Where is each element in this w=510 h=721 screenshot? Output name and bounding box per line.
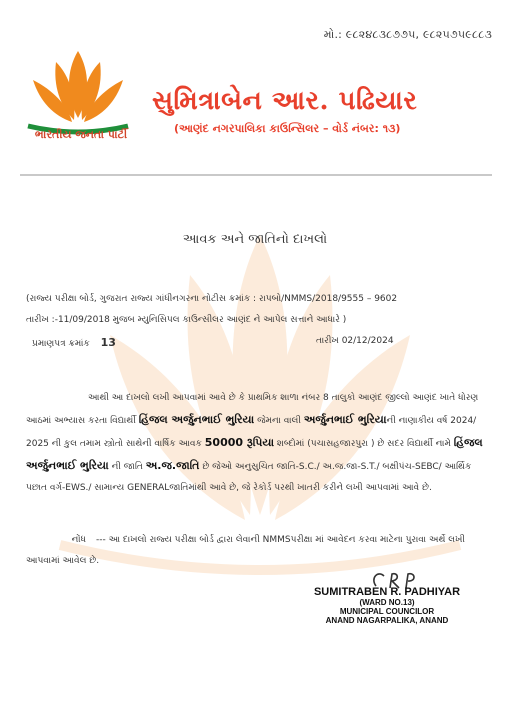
certificate-date bbox=[316, 336, 394, 346]
cert-number-value: 13 bbox=[100, 336, 116, 349]
student-name-repeat: હિંજલ અર્જુનભાઈ ભુરિયા bbox=[26, 436, 483, 472]
note-block bbox=[26, 530, 466, 572]
body-text-2: જેમના વાલી bbox=[254, 416, 304, 426]
councilor-subtitle: (આણંદ નગરપાલિકા કાઉન્સિલર – વોર્ડ નંબર: ૧૩) bbox=[174, 122, 401, 135]
date-label: તારીખ bbox=[316, 336, 339, 346]
student-name: હિંજલ અર્જુનભાઈ ભુરિયા bbox=[138, 413, 255, 426]
reference-block bbox=[26, 289, 496, 331]
body-text-3: ની નાણાકીય વર્ષ 2024/ 2025 ની કુલ તમામ સ્ત્રોતો સાથેની વાર્ષિક આવક bbox=[26, 416, 477, 449]
signatory-ward: (WARD NO.13) bbox=[359, 598, 415, 607]
body-text-6: છે જેઓ અનુસુચિત જાતિ-S.C./ અ.જ.જા-S.T./ બક્ષીપંચ-SEBC/ આર્થિક પછાત વર્ગ-EWS./ સામાન્ય GENERALજાતિમાંથી આવે છે, જે રેકોર્ડ પરથી ખાતરી કરીને લખી આપવામાં આવે છે. bbox=[26, 462, 472, 493]
signatory-name: SUMITRABEN R. PADHIYAR bbox=[313, 586, 461, 598]
signatory-role: MUNICIPAL COUNCILOR bbox=[339, 607, 435, 616]
party-name: ભારતીય જનતા પાર્ટી bbox=[34, 128, 128, 141]
cert-number-label: પ્રમાણપત્ર ક્રમાંક bbox=[32, 339, 90, 349]
signature-stamp bbox=[312, 586, 462, 625]
header-divider bbox=[20, 174, 492, 176]
note-label: નોંધ bbox=[71, 535, 86, 545]
note-text: --- આ દાખલો રાજ્ય પરીક્ષા બોર્ડ દ્વારા લેવાની NMMSપરીક્ષા માં આવેદન કરવા માટેના પુરાવા અર્થે લખી આપવામાં આવેલ છે. bbox=[26, 535, 466, 566]
document-title: આવક અને જાતિનો દાખલો bbox=[182, 232, 328, 247]
body-text-1: આથી આ દાખલો લખી આપવામાં આવે છે કે પ્રાથમિક શાળા નંબર 8 તાલુકો આણંદ જીલ્લો આણંદ ખાતે ધોરણ આઠમાં અભ્યાસ કરતા વિદ્યાર્થી bbox=[26, 393, 479, 426]
signatory-place: ANAND NAGARPALIKA, ANAND bbox=[325, 616, 449, 625]
annual-income: 50000 રૂપિયા bbox=[204, 436, 275, 449]
date-value: 02/12/2024 bbox=[341, 336, 394, 346]
councilor-name: સુમિત્રાબેન આર. પઢિયાર bbox=[152, 86, 418, 116]
body-text-4: શબ્દોમાં (પચાસહજારપુરા ) છે સદર વિદ્યાર્થી નામે bbox=[274, 439, 454, 449]
certificate-number bbox=[32, 336, 116, 349]
certificate-body bbox=[26, 388, 486, 499]
body-text-5: ની જાતિ bbox=[108, 462, 146, 472]
mobile-numbers: મો.: ૯૮૨૪૮૩૮૭૭૫, ૯૮૨૫૭૫૯૮૮૩ bbox=[323, 28, 492, 41]
reference-line-2: તારીખ :-11/09/2018 મુજબ મ્યુનિસિપલ કાઉન્સીલર આણંદ ને આપેલ સત્તાને આધારે ) bbox=[26, 315, 347, 325]
reference-line-1: (રાજ્ય પરીક્ષા બોર્ડ, ગુજરાત રાજ્ય ગાંધીનગરના નોટીસ ક્રમાંક : રાપબો/NMMS/2018/9555 – 9602 bbox=[26, 294, 398, 304]
caste-value: અ.જ.જાતિ bbox=[145, 459, 200, 472]
guardian-name: અર્જુનભાઈ ભુરિયા bbox=[303, 413, 387, 426]
